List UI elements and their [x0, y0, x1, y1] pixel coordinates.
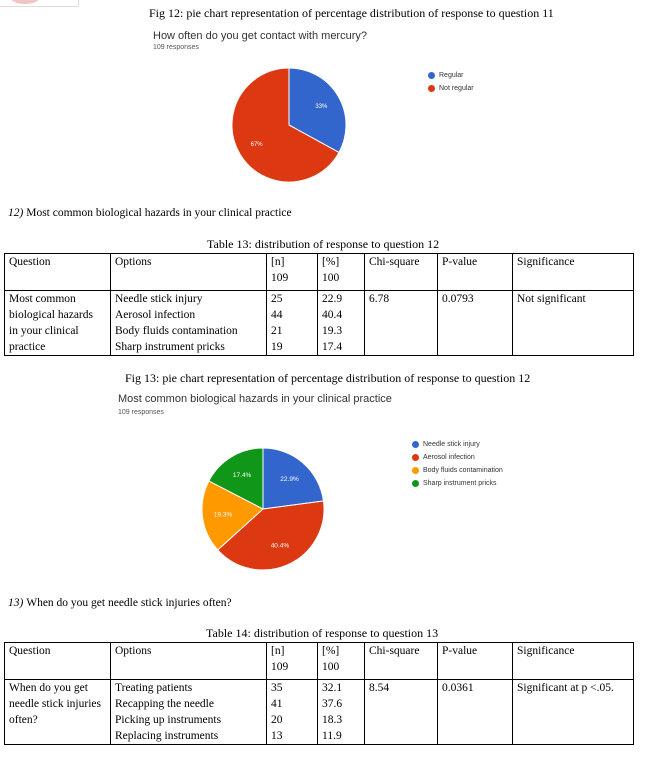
table14-header-chi: Chi-square [365, 643, 438, 680]
legend-item-regular [428, 69, 474, 82]
question-12-number: 12) [8, 207, 24, 219]
table14 [4, 642, 634, 745]
table13-significance-cell: Not significant [513, 291, 634, 356]
pie-label-aerosol-infection: 40.4% [270, 542, 290, 550]
table13 [4, 253, 634, 356]
legend-swatch [428, 72, 435, 79]
table13-row [5, 291, 634, 356]
legend-item-body-fluids-contamination [412, 464, 503, 477]
table14-header-n: [n] 109 [267, 643, 318, 680]
table14-row [5, 680, 634, 745]
legend-swatch [412, 480, 419, 487]
legend-item-aerosol-infection [412, 451, 503, 464]
table13-header-question: Question [5, 254, 111, 291]
table14-header-options: Options [111, 643, 267, 680]
table13-header-row [5, 254, 634, 291]
legend-item-sharp-instrument-pricks [412, 477, 503, 490]
table13-n-cell: 25 44 21 19 [267, 291, 318, 356]
table14-caption: Table 14: distribution of response to question 13 [206, 626, 439, 640]
legend-label: Not regular [439, 85, 474, 92]
table13-pct-cell: 22.9 40.4 19.3 17.4 [318, 291, 365, 356]
table14-header-question: Question [5, 643, 111, 680]
legend-item-not-regular [428, 82, 474, 95]
fig12-pie-chart [224, 60, 354, 190]
pie-label-needle-stick-injury: 22.9% [280, 475, 299, 483]
fig12-form-title: How often do you get contact with mercury? [153, 30, 367, 42]
table13-header-chi: Chi-square [365, 254, 438, 291]
legend-label: Needle stick injury [423, 441, 480, 448]
table13-header-options: Options [111, 254, 267, 291]
question-13-number: 13) [8, 597, 24, 609]
fig13-form-title: Most common biological hazards in your clinical practice [118, 393, 392, 405]
legend-swatch [412, 441, 419, 448]
table13-header-n: [n] 109 [267, 254, 318, 291]
legend-label: Sharp instrument pricks [423, 480, 497, 487]
previous-chart-fragment [10, 0, 40, 4]
table14-options-cell: Treating patients Recapping the needle Picking up instruments Replacing instruments [111, 680, 267, 745]
pie-label-body-fluids-contamination: 19.3% [213, 511, 233, 519]
legend-swatch [412, 467, 419, 474]
fig13-legend [412, 438, 503, 490]
legend-swatch [428, 85, 435, 92]
fig12-caption: Fig 12: pie chart representation of percentage distribution of response to question 11 [149, 6, 554, 20]
previous-page-fragment [0, 0, 79, 7]
question-13-text: When do you get needle stick injuries often? [26, 597, 232, 609]
table13-header-p: P-value [438, 254, 513, 291]
table14-n-cell: 35 41 20 13 [267, 680, 318, 745]
legend-item-needle-stick-injury [412, 438, 503, 451]
table14-header-row [5, 643, 634, 680]
fig13-responses: 109 responses [118, 409, 164, 416]
table13-question-cell: Most common biological hazards in your clinical practice [5, 291, 111, 356]
question-12 [8, 207, 292, 219]
table14-header-significance: Significance [513, 643, 634, 680]
table13-header-significance: Significance [513, 254, 634, 291]
legend-label: Regular [439, 72, 464, 79]
pie-label-regular: 33% [315, 103, 328, 110]
fig12-responses: 109 responses [153, 44, 199, 51]
table14-significance-cell: Significant at p <.05. [513, 680, 634, 745]
legend-label: Body fluids contamination [423, 467, 503, 474]
table14-chi-cell: 8.54 [365, 680, 438, 745]
fig12-legend [428, 69, 474, 95]
table14-header-pct: [%] 100 [318, 643, 365, 680]
pie-label-not-regular: 67% [250, 142, 263, 149]
table14-pct-cell: 32.1 37.6 18.3 11.9 [318, 680, 365, 745]
table14-question-cell: When do you get needle stick injuries often? [5, 680, 111, 745]
table13-p-cell: 0.0793 [438, 291, 513, 356]
fig13-caption: Fig 13: pie chart representation of percentage distribution of response to question 12 [125, 371, 531, 385]
legend-label: Aerosol infection [423, 454, 475, 461]
legend-swatch [412, 454, 419, 461]
table14-p-cell: 0.0361 [438, 680, 513, 745]
table13-header-pct: [%] 100 [318, 254, 365, 291]
table13-options-cell: Needle stick injury Aerosol infection Body fluids contamination Sharp instrument pricks [111, 291, 267, 356]
fig13-pie-chart [192, 438, 334, 580]
table13-caption: Table 13: distribution of response to question 12 [207, 237, 440, 251]
table13-chi-cell: 6.78 [365, 291, 438, 356]
question-13 [8, 597, 232, 609]
pie-label-sharp-instrument-pricks: 17.4% [232, 471, 252, 479]
table14-header-p: P-value [438, 643, 513, 680]
question-12-text: Most common biological hazards in your clinical practice [26, 207, 292, 219]
